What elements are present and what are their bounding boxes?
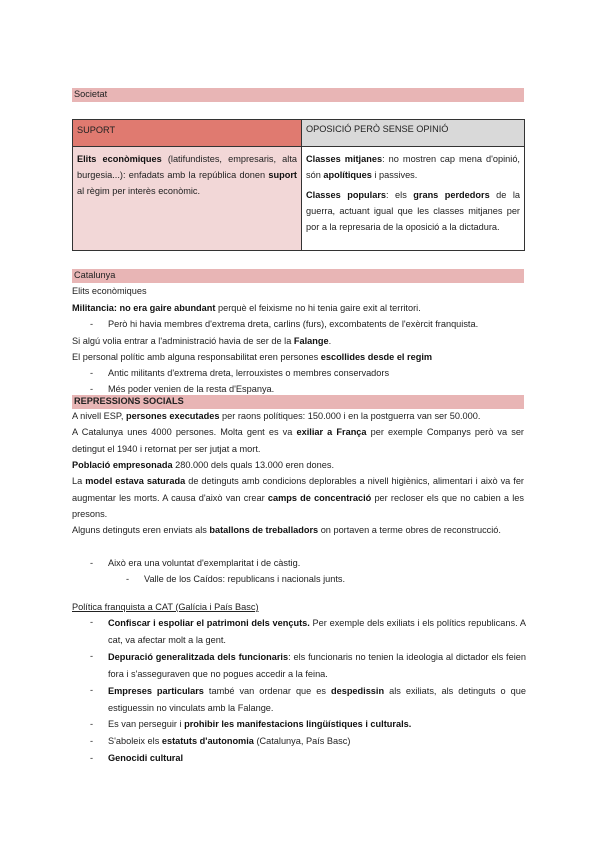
text: S'aboleix els xyxy=(108,736,162,746)
dash-bullet: - xyxy=(90,719,94,729)
bold-text: camps de concentració xyxy=(267,492,372,503)
text: de la guerra, actuant igual que les classes mitjanes per por a la represaria de la oposició a la dictadura. xyxy=(306,190,521,232)
list-item xyxy=(108,736,350,746)
section-heading: Catalunya xyxy=(74,270,116,280)
text: Per exemple dels exiliats i els polítics republicans. A cat, va afectar molt a la gent. xyxy=(108,618,527,645)
section-heading-politica: Política franquista a CAT (Galícia i País Basc) xyxy=(72,602,259,612)
paragraph xyxy=(72,522,524,539)
table-cell-opposition xyxy=(302,147,525,251)
text: Alguns detinguts eren enviats als xyxy=(72,525,210,535)
dash-bullet: - xyxy=(126,574,130,584)
list-item: Més poder venien de la resta d'Espanya. xyxy=(108,384,275,394)
dash-bullet: - xyxy=(90,558,94,568)
dash-bullet: - xyxy=(90,685,94,695)
section-heading: Societat xyxy=(74,89,108,99)
table-cell-support xyxy=(73,147,302,251)
text-line xyxy=(72,411,480,421)
text: : no mostren cap mena d'opinió, són xyxy=(306,154,520,180)
text: per recloser els que no cabien a les presons. xyxy=(72,492,524,519)
bold-text: Elits econòmiques xyxy=(77,154,162,164)
text: per exemple Companys però va ser detingut el 1940 i retornat per ser jutjat a mort. xyxy=(72,427,524,454)
text: també van ordenar que es xyxy=(203,686,331,696)
table-header-opposition: OPOSICIÓ PERÒ SENSE OPINIÓ xyxy=(302,120,525,147)
bold-text: Població empresonada xyxy=(72,460,173,470)
text: El personal polític amb alguna responsabilitat eren persones xyxy=(72,352,321,362)
list-item xyxy=(108,649,526,682)
text: on portaven a terme obres de reconstrucció. xyxy=(318,525,501,535)
bold-text: Depuració generalitzada dels funcionaris xyxy=(108,652,289,662)
text: Si algú volia entrar a l'administració havia de ser de la xyxy=(72,336,294,346)
dash-bullet: - xyxy=(90,368,94,378)
text: perquè el feixisme no hi tenia gaire exit al territori. xyxy=(215,303,421,313)
list-item: Però hi havia membres d'extrema dreta, carlins (furs), excombatents de l'exèrcit franquista. xyxy=(108,319,479,329)
list-item xyxy=(108,615,526,648)
bold-text: Classes mitjanes xyxy=(306,154,383,164)
list-item xyxy=(108,719,411,729)
text: : els xyxy=(386,190,414,200)
text-line xyxy=(72,336,331,346)
dash-bullet: - xyxy=(90,651,94,661)
support-opposition-table xyxy=(72,119,525,251)
dash-bullet: - xyxy=(90,736,94,746)
bold-text: Confiscar i espoliar el patrimoni dels vençuts. xyxy=(108,618,310,628)
text: (Catalunya, País Basc) xyxy=(253,736,351,746)
bold-text: despedissin xyxy=(330,686,385,696)
list-item: Valle de los Caídos: republicans i nacionals junts. xyxy=(144,574,346,584)
bold-text: Falange xyxy=(293,336,329,346)
bold-text: Militancia: no era gaire abundant xyxy=(72,303,216,313)
text: . xyxy=(328,336,332,346)
list-item xyxy=(108,683,526,716)
section-heading: REPRESSIONS SOCIALS xyxy=(74,396,184,406)
text: i passives. xyxy=(371,170,418,180)
list-item: Antic militants d'extrema dreta, lerrouxistes o membres conservadors xyxy=(108,368,390,378)
bold-text: Empreses particulars xyxy=(108,686,204,696)
dash-bullet: - xyxy=(90,617,94,627)
bold-text: grans perdedors xyxy=(413,190,490,200)
list-item xyxy=(108,753,183,763)
text: al règim per interès econòmic. xyxy=(77,186,201,196)
bold-text: model estava saturada xyxy=(85,476,186,486)
text-line xyxy=(72,303,421,313)
text: de detinguts amb condicions deplorables a nivell higiènics, alimentari i això va fer augmentar les morts. A causa d'això van crear xyxy=(72,476,524,503)
text: 280.000 dels quals 13.000 eren dones. xyxy=(172,460,335,470)
section-bar-catalunya xyxy=(72,269,524,283)
bold-text: escollides desde el regim xyxy=(320,352,433,362)
text-line xyxy=(72,460,334,470)
text: La xyxy=(72,476,86,486)
text-line: Elits econòmiques xyxy=(72,286,147,296)
bold-text: exiliar a França xyxy=(296,427,367,437)
bold-text: Genocidi cultural xyxy=(108,753,184,763)
text: per raons polítiques: 150.000 i en la postguerra van ser 50.000. xyxy=(219,411,481,421)
text: als exiliats, als detinguts o que estiguessin no vinculats amb la Falange. xyxy=(108,686,526,713)
dash-bullet: - xyxy=(90,753,94,763)
text: Es van perseguir i xyxy=(108,719,185,729)
paragraph xyxy=(72,473,524,523)
paragraph xyxy=(306,187,520,235)
bold-text: apolítiques xyxy=(323,170,372,180)
text: : els funcionaris no tenien la ideologia al dictador els feien fora i s'asseguraven que no pogues accedir a la feina. xyxy=(108,652,526,679)
bold-text: estatuts d'autonomia xyxy=(161,736,254,746)
bold-text: persones executades xyxy=(125,411,220,421)
section-bar-repressions xyxy=(72,395,524,409)
bold-text: Classes populars xyxy=(306,190,387,200)
text: A nivell ESP, xyxy=(72,411,126,421)
text-line xyxy=(72,352,432,362)
section-bar-societat xyxy=(72,88,524,102)
dash-bullet: - xyxy=(90,384,94,394)
table-header-support: SUPORT xyxy=(73,120,302,147)
paragraph xyxy=(306,151,520,183)
paragraph xyxy=(72,424,524,457)
dash-bullet: - xyxy=(90,319,94,329)
text: (latifundistes, empresaris, alta burgesia...): enfadats amb la república donen xyxy=(77,154,297,180)
text: A Catalunya unes 4000 persones. Molta gent es va xyxy=(72,427,297,437)
bold-text: suport xyxy=(268,170,297,180)
list-item: Això era una voluntat d'exemplaritat i de càstig. xyxy=(108,558,301,568)
bold-text: prohibir les manifestacions lingüístiques i culturals. xyxy=(184,719,412,729)
bold-text: batallons de treballadors xyxy=(209,525,319,535)
